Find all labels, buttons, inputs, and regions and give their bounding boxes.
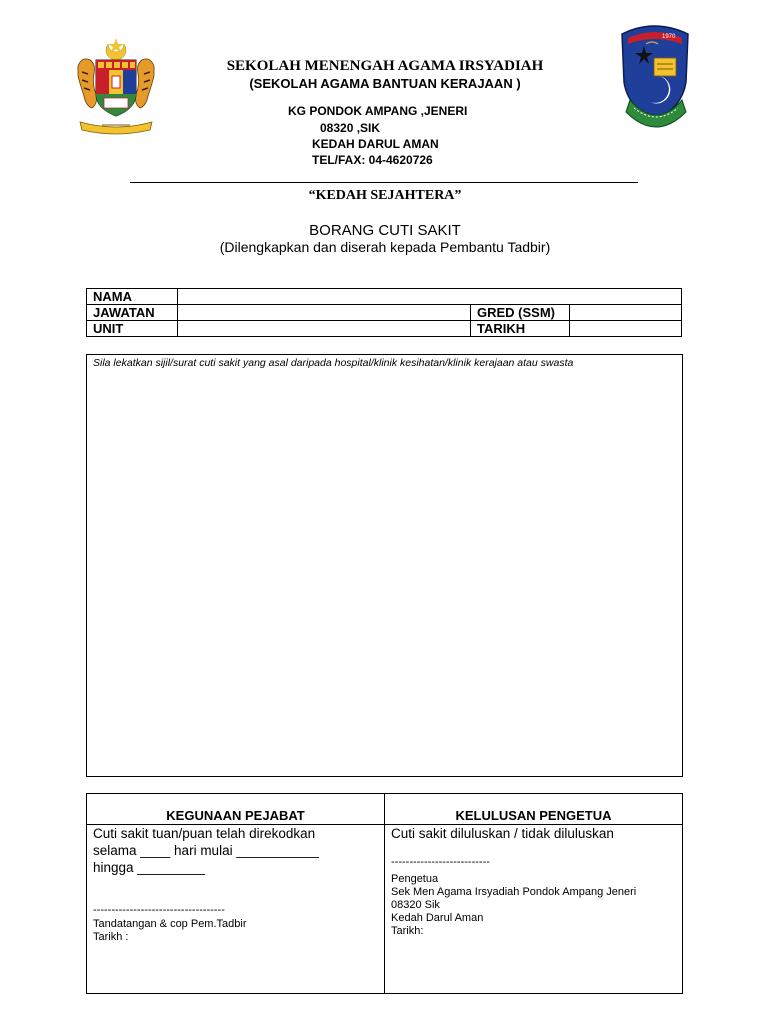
- nama-field[interactable]: [178, 289, 682, 305]
- record-line-1: Cuti sakit tuan/puan telah direkodkan: [93, 826, 316, 841]
- tarikh-label: TARIKH: [471, 321, 570, 337]
- header-divider: [130, 182, 638, 183]
- jawatan-field[interactable]: [178, 305, 471, 321]
- row-jawatan: [87, 305, 682, 321]
- address-line-2: 08320 ,SIK: [320, 121, 381, 135]
- unit-label: UNIT: [87, 321, 178, 337]
- motto: “KEDAH SEJAHTERA”: [308, 188, 462, 203]
- office-use-heading: KEGUNAAN PEJABAT: [166, 808, 305, 823]
- address-line-4: TEL/FAX: 04-4620726: [312, 153, 433, 167]
- principal-address-2: 08320 Sik: [391, 899, 440, 911]
- admin-signature-line: ------------------------------------: [93, 904, 225, 916]
- jawatan-label: JAWATAN: [87, 305, 178, 321]
- school-subtitle: (SEKOLAH AGAMA BANTUAN KERAJAAN ): [249, 76, 521, 91]
- principal-approval-heading: KELULUSAN PENGETUA: [455, 808, 612, 823]
- unit-field[interactable]: [178, 321, 471, 337]
- school-crest-logo: [616, 24, 694, 140]
- record-line-3: hingga _________: [93, 860, 205, 875]
- tarikh-field[interactable]: [570, 321, 682, 337]
- principal-address-3: Kedah Darul Aman: [391, 912, 484, 924]
- record-line-2: selama ____ hari mulai ___________: [93, 843, 319, 858]
- address-line-1: KG PONDOK AMPANG ,JENERI: [288, 104, 468, 118]
- nama-label: NAMA: [87, 289, 178, 305]
- principal-signature-line: ---------------------------: [391, 856, 490, 868]
- gred-field[interactable]: [570, 305, 682, 321]
- certificate-attachment-area[interactable]: [86, 354, 683, 777]
- office-approval-table: [86, 793, 683, 994]
- staff-info-table: [86, 288, 682, 337]
- attachment-note: Sila lekatkan sijil/surat cuti sakit yang asal daripada hospital/klinik kesihatan/klinik kerajaan atau swasta: [93, 357, 574, 369]
- form-title: BORANG CUTI SAKIT: [309, 222, 461, 239]
- row-unit: [87, 321, 682, 337]
- row-nama: [87, 289, 682, 305]
- form-subtitle: (Dilengkapkan dan diserah kepada Pembantu Tadbir): [219, 239, 551, 255]
- admin-date-label: Tarikh :: [93, 931, 129, 943]
- coat-of-arms-logo: [72, 36, 160, 136]
- admin-signature-label: Tandatangan & cop Pem.Tadbir: [93, 918, 247, 930]
- gred-label: GRED (SSM): [471, 305, 570, 321]
- address-line-3: KEDAH DARUL AMAN: [312, 137, 439, 151]
- principal-address-1: Sek Men Agama Irsyadiah Pondok Ampang Jeneri: [391, 886, 637, 898]
- principal-date-label: Tarikh:: [391, 925, 424, 937]
- crest-year-text: 1970: [662, 34, 676, 40]
- approval-status-line: Cuti sakit diluluskan / tidak diluluskan: [391, 826, 614, 841]
- principal-title: Pengetua: [391, 873, 439, 885]
- school-name: SEKOLAH MENENGAH AGAMA IRSYADIAH: [226, 58, 544, 74]
